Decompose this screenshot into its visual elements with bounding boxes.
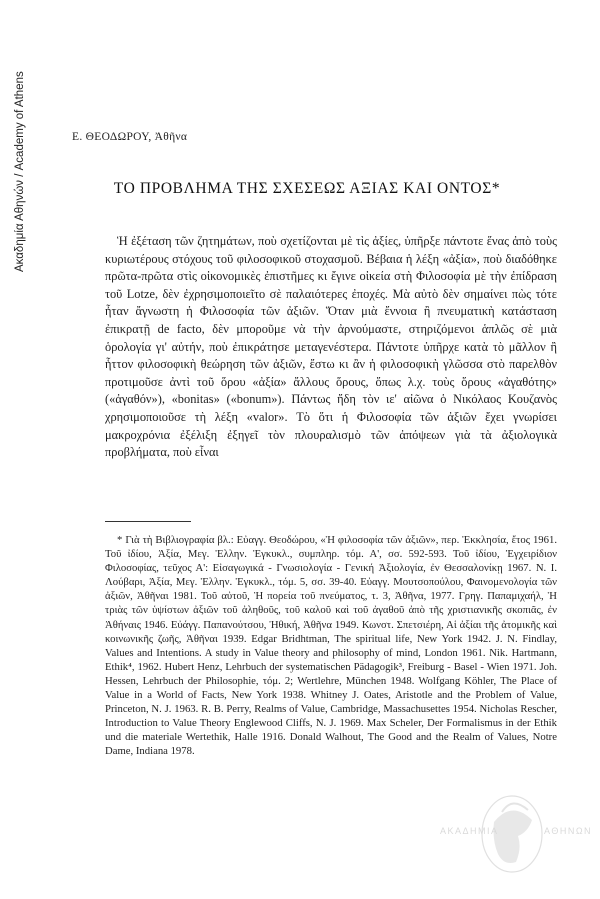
footnote-divider	[105, 521, 191, 522]
watermark-left-text: ΑΚΑΔΗΜΙΑ	[440, 826, 499, 836]
academy-watermark	[432, 792, 592, 878]
footnote-text: * Γιὰ τὴ Βιβλιογραφία βλ.: Εὐαγγ. Θεοδώρου, «Ἡ φιλοσοφία τῶν ἀξιῶν», περ. Ἐκκλησία, ἔτος 1961. Τοῦ ἰδίου, Ἀξία, Μεγ. Ἑλλην. Ἐγκυκλ., συμπληρ. τόμ. Α', σσ. 592-593. Τοῦ ἰδίου, Ἐγχειρίδιον Φιλοσοφίας, τεῦχος Α': Εἰσαγωγικά - Γνωσιολογία - Γενική Ἀξιολογία, ἐν Θεσσαλονίκῃ 1967. Ν. Ι. Λούβαρι, Ἀξία, Μεγ. Ἑλλην. Ἐγκυκλ., τόμ. 5, σσ. 39-40. Εὐαγγ. Μουτσοπούλου, Φαινομενολογία τῶν ἀξιῶν, Ἀθῆναι 1981. Τοῦ αὐτοῦ, Ἡ πορεία τοῦ πνεύματος, τ. 3, Ἀθῆνα, 1977. Γρηγ. Παπαμιχαήλ, Ἡ τριὰς τῶν ὑψίστων ἀξιῶν τοῦ ἀληθοῦς, τοῦ καλοῦ καὶ τοῦ ἀγαθοῦ ἀπὸ τῆς χριστιανικῆς σκοπιᾶς, ἐν Ἀθήναις 1946. Εὐάγγ. Παπανούτσου, Ἠθική, Ἀθῆνα 1949. Κωνστ. Σπετσιέρη, Αἱ ἀξίαι τῆς ἀτομικῆς καὶ κοινωνικῆς ζωῆς, Ἀθῆναι 1939. Edgar Bridhtman, The spiritual life, New York 1942. J. N. Findlay, Values and Intentions. A study in Value theory and philosophy of mind, London 1961. Nik. Hartmann, Ethik⁴, 1962. Hubert Henz, Lehrbuch der systematischen Pädagogik³, Freiburg - Basel - Wien 1971. Joh. Hessen, Lehrbuch der Philosophie, τόμ. 2; Wertlehre, München 1948. Wolfgang Köhler, The Place of Value in a World of Facts, New York 1938. Whitney J. Oates, Aristotle and the Problem of Value, Princeton, N. J. 1963. R. B. Perry, Realms of Value, Cambridge, Massachusettes 1954. Nicholas Rescher, Introduction to Value Theory Englewood Cliffs, N. J. 1969. Max Scheler, Der Formalismus in der Ethik und die materiale Wertethik, Halle 1916. Donald Walhout, The Good and the Realm of Values, Notre Dame, Indiana 1978.	[105, 534, 557, 758]
watermark-right-text: ΑΘΗΝΩΝ	[544, 826, 593, 836]
author-line: Ε. ΘΕΟΔΩΡΟΥ, Ἀθῆνα	[72, 131, 188, 143]
body-paragraph: Ἡ ἐξέταση τῶν ζητημάτων, ποὺ σχετίζονται μὲ τὶς ἀξίες, ὑπῆρξε πάντοτε ἕνας ἀπὸ τοὺς κυριωτέρους στόχους τοῦ φιλοσοφικοῦ στοχασμοῦ. Βέβαια ἡ λέξη «ἀξία», ποὺ διαδόθηκε πρῶτα-πρῶτα στὶς οἰκονομικὲς ἐπιστῆμες κι ἔγινε οἰκεία στὴ Φιλοσοφία μὲ τὴν ἐπίδραση τοῦ Lotze, δὲν ἐχρησιμοποιεῖτο σὲ παλαιότερες ἐποχές. Μὰ αὐτὸ δὲν σημαίνει πὼς τότε ἦταν ἄγνωστη ἡ Φιλοσοφία τῶν ἀξιῶν. Ὅταν μιὰ ἔννοια ἢ πνευματικὴ κατάσταση ἐπικρατῇ de facto, δὲν μποροῦμε νὰ τὴν ἀρνούμαστε, στηριζόμενοι ἁπλῶς σὲ μιὰ ὁρολογία γι' αὐτήν, ποὺ ἐπικράτησε μεταγενέστερα. Πάντοτε ὑπῆρχε κατὰ τὸ μᾶλλον ἢ ἧττον φιλοσοφικὴ θεώρηση τῶν ἀξιῶν, ἔστω κι ἂν ἡ φιλοσοφικὴ γλῶσσα στὸ παρελθὸν προτιμοῦσε ἀντὶ τοῦ ὅρου «ἀξία» ἄλλους ὅρους, ὅπως λ.χ. τοὺς ὅρους «ἀγαθότης» («ἀγαθόν»), «bonitas» («bonum»). Πάντως ἤδη τὸν ιε' αἰῶνα ὁ Νικόλαος Κουζανὸς χρησιμοποιοῦσε τὴ λέξη «valor». Τὸ ὅτι ἡ Φιλοσοφία τῶν ἀξιῶν ἔχει γνωρίσει μακροχρόνια ἐξέλιξη ἐξηγεῖ τὸν πλουραλισμὸ τῶν ἀπόψεων γιὰ τὰ ἀξιολογικὰ προβλήματα, ποὺ εἶναι	[105, 234, 557, 460]
archive-side-label: Ακαδημία Αθηνών / Academy of Athens	[14, 71, 26, 272]
paper-title: ΤΟ ΠΡΟΒΛΗΜΑ ΤΗΣ ΣΧΕΣΕΩΣ ΑΞΙΑΣ ΚΑΙ ΟΝΤΟΣ*	[113, 180, 501, 197]
